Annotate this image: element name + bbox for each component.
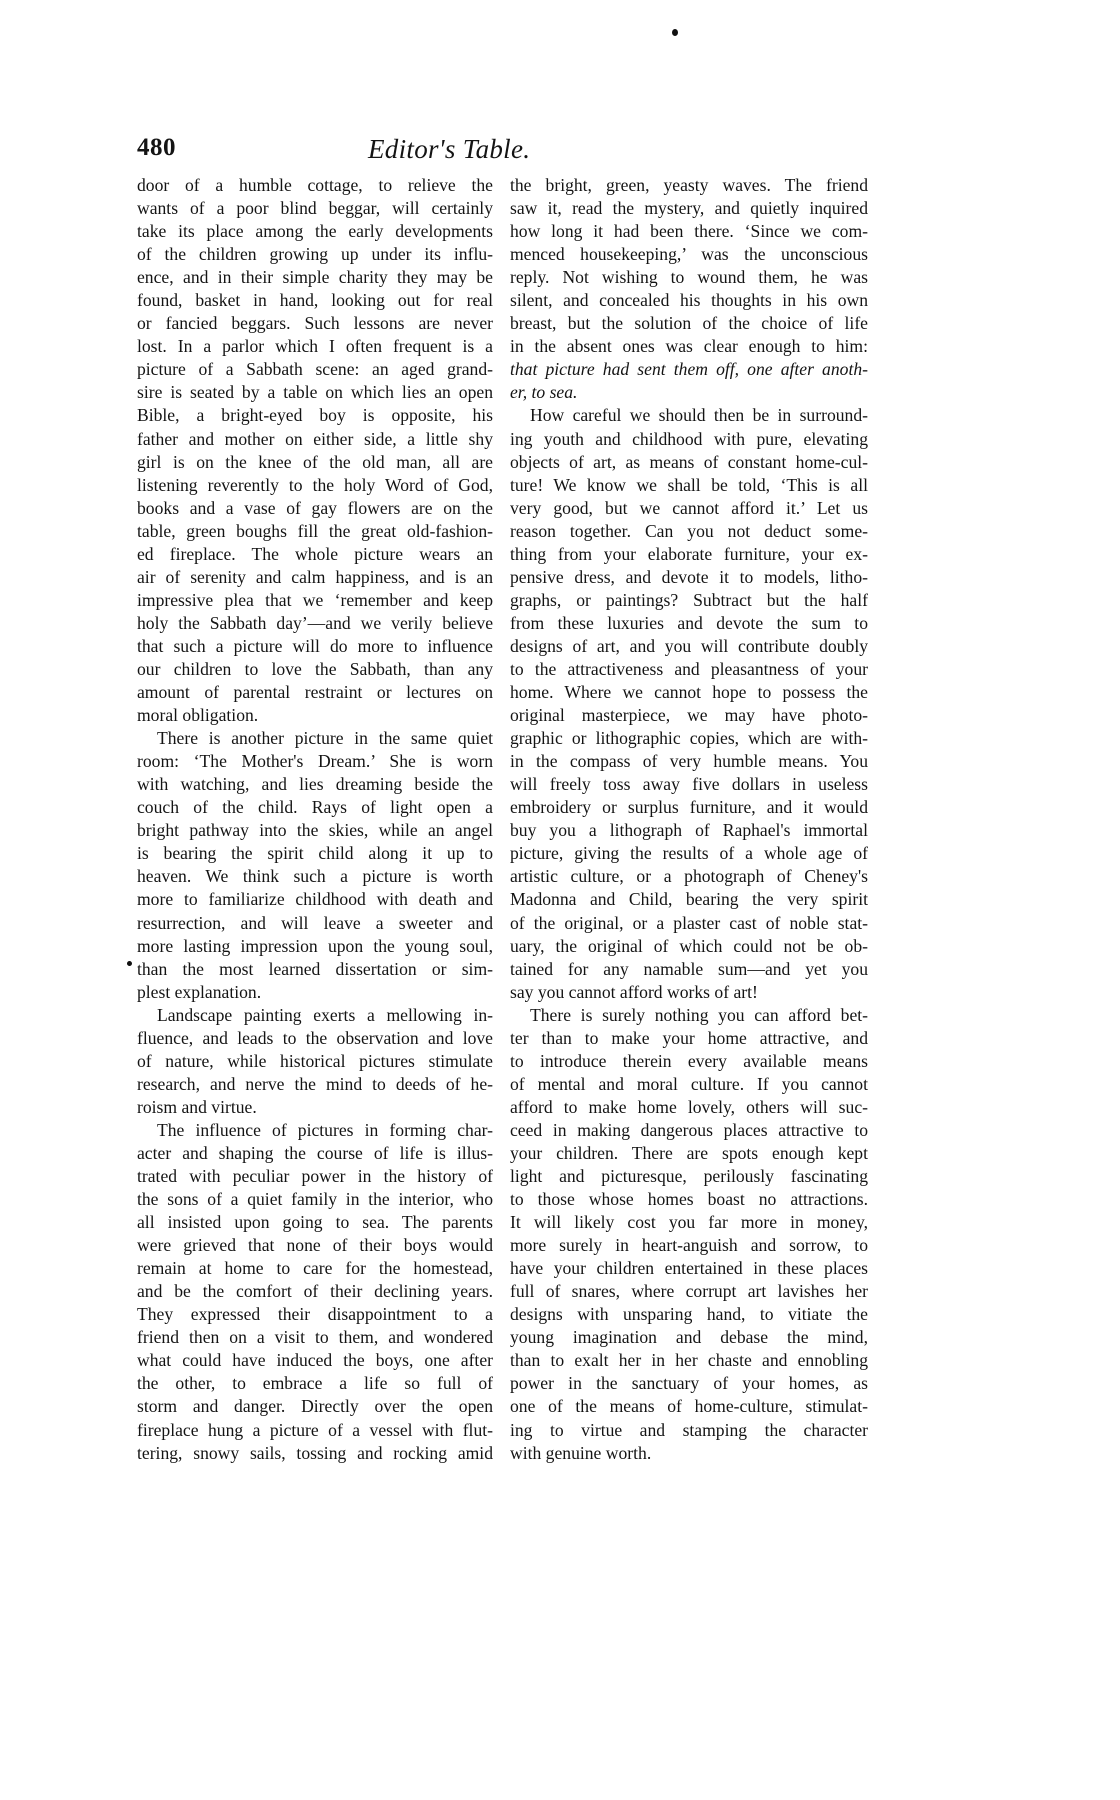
text-line: is bearing the spirit child along it up to (137, 843, 493, 864)
text-line: friend then on a visit to them, and wondered (137, 1327, 493, 1348)
text-line: power in the sanctuary of your homes, as (510, 1373, 868, 1394)
text-line: Landscape painting exerts a mellowing in- (157, 1004, 493, 1025)
text-line: ed fireplace. The whole picture wears an (137, 543, 493, 564)
text-line: graphic or lithographic copies, which are with- (510, 728, 868, 749)
text-line: more surely in heart-anguish and sorrow, to (510, 1235, 868, 1256)
text-line: ter than to make your home attractive, and (510, 1027, 868, 1048)
text-line: saw it, read the mystery, and quietly inquired (510, 198, 868, 219)
text-line: ing to virtue and stamping the character (510, 1419, 868, 1440)
text-line: books and a vase of gay flowers are on the (137, 497, 493, 518)
text-line: the other, to embrace a life so full of (137, 1373, 493, 1394)
text-line: picture of a Sabbath scene: an aged grand- (137, 359, 493, 380)
left-column (137, 174, 493, 1465)
text-line: one of the means of home-culture, stimulat- (510, 1396, 868, 1417)
text-line: very good, but we cannot afford it.’ Let us (510, 497, 868, 518)
text-line: will freely toss away five dollars in useless (510, 774, 868, 795)
italic-phrase-rest: one after anoth- (739, 359, 868, 380)
text-line: pensive dress, and devote it to models, litho- (510, 566, 868, 587)
right-column (510, 174, 868, 1465)
text-line: impressive plea that we ‘remember and keep (137, 589, 493, 610)
text-line: young imagination and debase the mind, (510, 1327, 868, 1348)
text-line: found, basket in hand, looking out for real (137, 290, 493, 311)
text-line: air of serenity and calm happiness, and is an (137, 566, 493, 587)
text-line: There is another picture in the same quiet (157, 728, 493, 749)
text-line: sire is seated by a table on which lies an open (137, 382, 493, 403)
text-line: ing youth and childhood with pure, elevating (510, 428, 868, 449)
text-line: the sons of a quiet family in the interior, who (137, 1189, 493, 1210)
text-line: from these luxuries and devote the sum to (510, 612, 868, 633)
text-line: reason together. Can you not deduct some- (510, 520, 868, 541)
italic-phrase: that picture had sent them off, (510, 359, 740, 380)
text-line: remain at home to care for the homestead, (137, 1258, 493, 1279)
text-line: uary, the original of which could not be ob- (510, 935, 868, 956)
text-line: say you cannot afford works of art! (510, 981, 758, 1002)
text-line: acter and shaping the course of life is illus- (137, 1142, 493, 1163)
text-line: heaven. We think such a picture is worth (137, 866, 493, 887)
text-line: plest explanation. (137, 981, 262, 1002)
text-line: resurrection, and will leave a sweeter and (137, 912, 493, 933)
text-line: fireplace hung a picture of a vessel with flut- (137, 1419, 493, 1440)
text-line: in the compass of very humble means. You (510, 751, 868, 772)
text-line: Madonna and Child, bearing the very spirit (510, 889, 868, 910)
text-line: all insisted upon going to sea. The parents (137, 1212, 493, 1233)
text-line: have your children entertained in these places (510, 1258, 868, 1279)
text-line: There is surely nothing you can afford bet- (530, 1004, 868, 1025)
text-line: silent, and concealed his thoughts in his own (510, 290, 868, 311)
text-line: than the most learned dissertation or sim- (137, 958, 493, 979)
text-line: graphs, or paintings? Subtract but the half (510, 589, 868, 610)
text-line: more lasting impression upon the young soul, (137, 935, 493, 956)
text-line: door of a humble cottage, to relieve the (137, 175, 493, 195)
text-line: of the children growing up under its influ- (137, 244, 493, 265)
text-line: light and picturesque, perilously fascinating (510, 1166, 868, 1187)
text-line: ence, and in their simple charity they may be (137, 267, 493, 288)
text-line: The influence of pictures in forming char- (157, 1119, 493, 1140)
text-line: embroidery or surplus furniture, and it would (510, 797, 868, 818)
text-line: tering, snowy sails, tossing and rocking amid (137, 1442, 493, 1463)
text-line: breast, but the solution of the choice of life (510, 313, 868, 334)
text-line: how long it had been there. ‘Since we com- (510, 221, 868, 242)
ink-speck (126, 960, 133, 967)
text-line: moral obligation. (137, 705, 259, 726)
text-line: It will likely cost you far more in money, (510, 1212, 868, 1233)
text-line: were grieved that none of their boys would (137, 1235, 493, 1256)
text-line: of mental and moral culture. If you cannot (510, 1073, 868, 1094)
text-line: in the absent ones was clear enough to him: (510, 336, 868, 357)
running-title: Editor's Table. (368, 134, 531, 164)
text-line: amount of parental restraint or lectures on (137, 682, 493, 703)
text-line: ture! We know we shall be told, ‘This is all (510, 474, 868, 495)
text-line: buy you a lithograph of Raphael's immortal (510, 820, 868, 841)
text-line: reply. Not wishing to wound them, he was (510, 267, 868, 288)
text-line: trated with peculiar power in the history of (137, 1166, 493, 1187)
text-line: with genuine worth. (510, 1442, 652, 1463)
text-line: bright pathway into the skies, while an angel (137, 820, 493, 841)
text-line: more to familiarize childhood with death and (137, 889, 493, 910)
text-line: your children. There are spots enough kept (510, 1142, 868, 1163)
text-line: How careful we should then be in surround- (530, 405, 868, 426)
text-line: to introduce therein every available means (510, 1050, 868, 1071)
text-line: couch of the child. Rays of light open a (137, 797, 493, 818)
text-line: research, and nerve the mind to deeds of he- (137, 1073, 493, 1094)
page-number: 480 (137, 134, 176, 161)
text-line: thing from your elaborate furniture, your ex- (510, 543, 868, 564)
text-line: or fancied beggars. Such lessons are never (137, 313, 493, 334)
text-line: and be the comfort of their declining years. (137, 1281, 493, 1302)
text-line: wants of a poor blind beggar, will certainly (137, 198, 493, 219)
text-line: tained for any namable sum—and yet you (510, 958, 868, 979)
text-line: full of snares, where corrupt art lavishes her (510, 1281, 868, 1302)
text-line: girl is on the knee of the old man, all are (137, 451, 493, 472)
text-line: to the attractiveness and pleasantness of your (510, 658, 868, 679)
running-header (137, 134, 868, 170)
text-line: ceed in making dangerous places attractive to (510, 1119, 868, 1140)
text-line: holy the Sabbath day’—and we verily believe (137, 612, 493, 633)
ink-speck (672, 29, 678, 36)
text-line: artistic culture, or a photograph of Cheney's (510, 866, 868, 887)
text-line: designs with unsparing hand, to vitiate the (510, 1304, 868, 1325)
text-line: fluence, and leads to the observation and love (137, 1027, 493, 1048)
text-line: designs of art, and you will contribute doubly (510, 635, 868, 656)
text-line: original masterpiece, we may have photo- (510, 705, 868, 726)
text-line: storm and danger. Directly over the open (137, 1396, 493, 1417)
text-line: home. Where we cannot hope to possess the (510, 682, 868, 703)
text-line: that such a picture will do more to influence (137, 635, 493, 656)
text-line: table, green boughs fill the great old-fashion- (137, 520, 493, 541)
text-line: lost. In a parlor which I often frequent is a (137, 336, 493, 357)
text-line: than to exalt her in her chaste and ennobling (510, 1350, 868, 1371)
text-line: roism and virtue. (137, 1096, 257, 1117)
text-line: afford to make home lovely, others will suc- (510, 1096, 868, 1117)
text-line: objects of art, as means of constant home-cul- (510, 451, 868, 472)
text-line: with watching, and lies dreaming beside the (137, 774, 493, 795)
text-line: of the original, or a plaster cast of noble stat- (510, 912, 868, 933)
text-line (510, 358, 868, 381)
text-line: room: ‘The Mother's Dream.’ She is worn (137, 751, 493, 772)
text-line: er, to sea. (510, 382, 578, 403)
text-line: of nature, while historical pictures stimulate (137, 1050, 493, 1071)
text-line: take its place among the early developments (137, 221, 493, 242)
text-line: Bible, a bright-eyed boy is opposite, his (137, 405, 493, 426)
text-line: picture, giving the results of a whole age of (510, 843, 868, 864)
text-line: the bright, green, yeasty waves. The friend (510, 175, 868, 195)
text-line: They expressed their disappointment to a (137, 1304, 493, 1325)
text-line: to those whose homes boast no attractions. (510, 1189, 868, 1210)
text-line: our children to love the Sabbath, than any (137, 658, 493, 679)
text-line: listening reverently to the holy Word of God, (137, 474, 493, 495)
text-line: father and mother on either side, a little shy (137, 428, 493, 449)
text-line: what could have induced the boys, one after (137, 1350, 493, 1371)
text-line: menced housekeeping,’ was the unconscious (510, 244, 868, 265)
